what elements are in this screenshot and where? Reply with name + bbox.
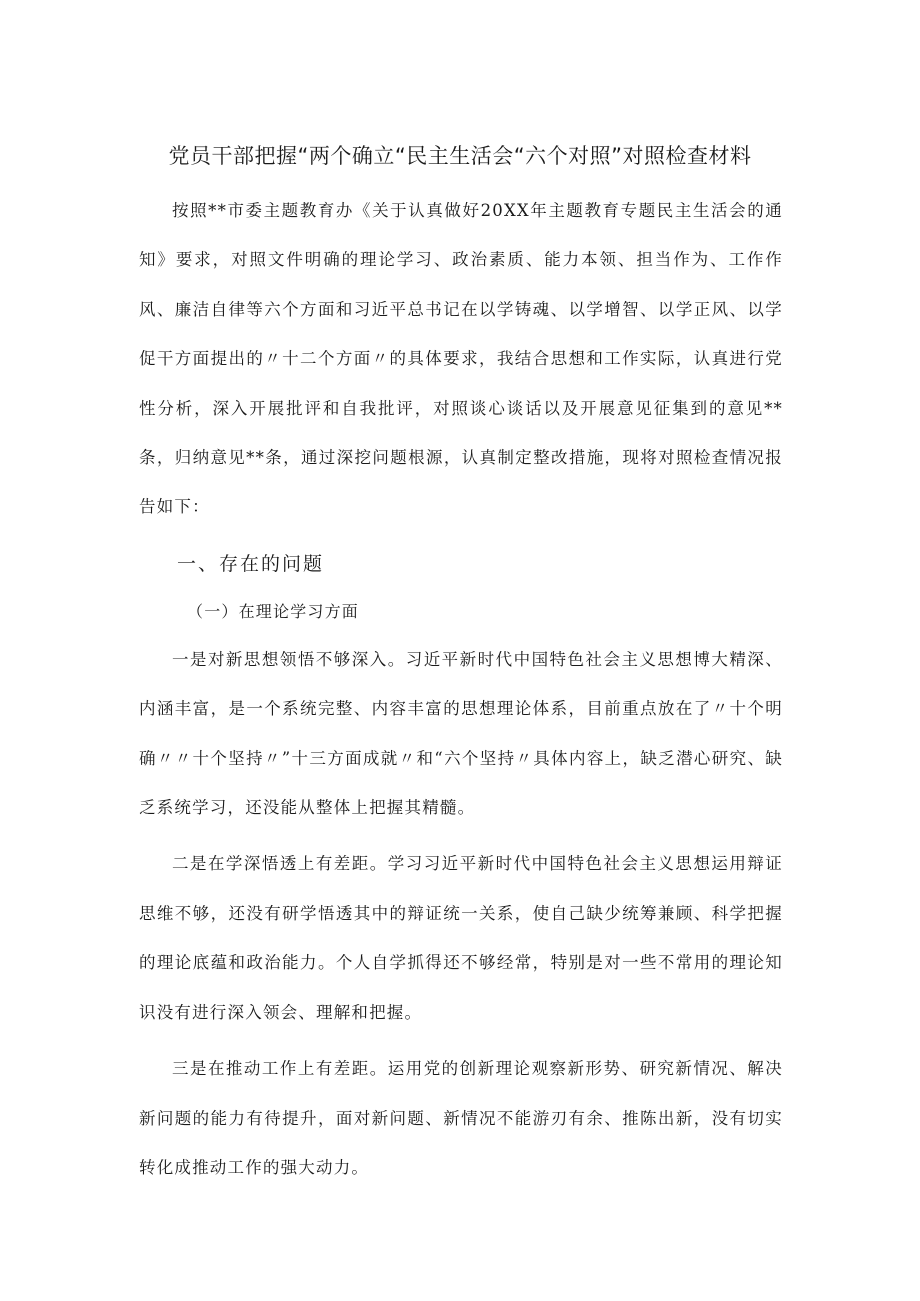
- document-body: [139, 186, 783, 1192]
- point-paragraph-3: 三是在推动工作上有差距。运用党的创新理论观察新形势、研究新情况、解决新问题的能力有待提升，面对新问题、新情况不能游刃有余、推陈出新，没有切实转化成推动工作的强大动力。: [139, 1059, 783, 1177]
- subsection-heading-theory: （一）在理论学习方面: [187, 601, 360, 621]
- section-heading-problems: 一、存在的问题: [177, 552, 325, 575]
- spacer: [139, 832, 783, 839]
- spacer: [139, 1037, 783, 1044]
- point-paragraph-1: 一是对新思想领悟不够深入。习近平新时代中国特色社会主义思想博大精深、内涵丰富，是一个系统完整、内容丰富的思想理论体系，目前重点放在了〃十个明确〃〃十个坚持〃”十三方面成就〃和“六个坚持〃具体内容上，缺乏潜心研究、缺乏系统学习，还没能从整体上把握其精髓。: [139, 649, 783, 818]
- intro-paragraph: 按照**市委主题教育办《关于认真做好20XX年主题教育专题民主生活会的通知》要求，对照文件明确的理论学习、政治素质、能力本领、担当作为、工作作风、廉洁自律等六个方面和习近平总书记在以学铸魂、以学增智、以学正风、以学促干方面提出的〃十二个方面〃的具体要求，我结合思想和工作实际，认真进行党性分析，深入开展批评和自我批评，对照谈心谈话以及开展意见征集到的意见**条，归纳意见**条，通过深挖问题根源，认真制定整改措施，现将对照检查情况报告如下：: [139, 201, 783, 517]
- point-paragraph-2: 二是在学深悟透上有差距。学习习近平新时代中国特色社会主义思想运用辩证思维不够，还没有研学悟透其中的辩证统一关系，使自己缺少统筹兼顾、科学把握的理论底蕴和政治能力。个人自学抓得还不够经常，特别是对一些不常用的理论知识没有进行深入领会、理解和把握。: [139, 854, 783, 1022]
- spacer: [139, 532, 783, 539]
- document-title: 党员干部把握“两个确立“民主生活会“六个对照”对照检查材料: [168, 144, 752, 168]
